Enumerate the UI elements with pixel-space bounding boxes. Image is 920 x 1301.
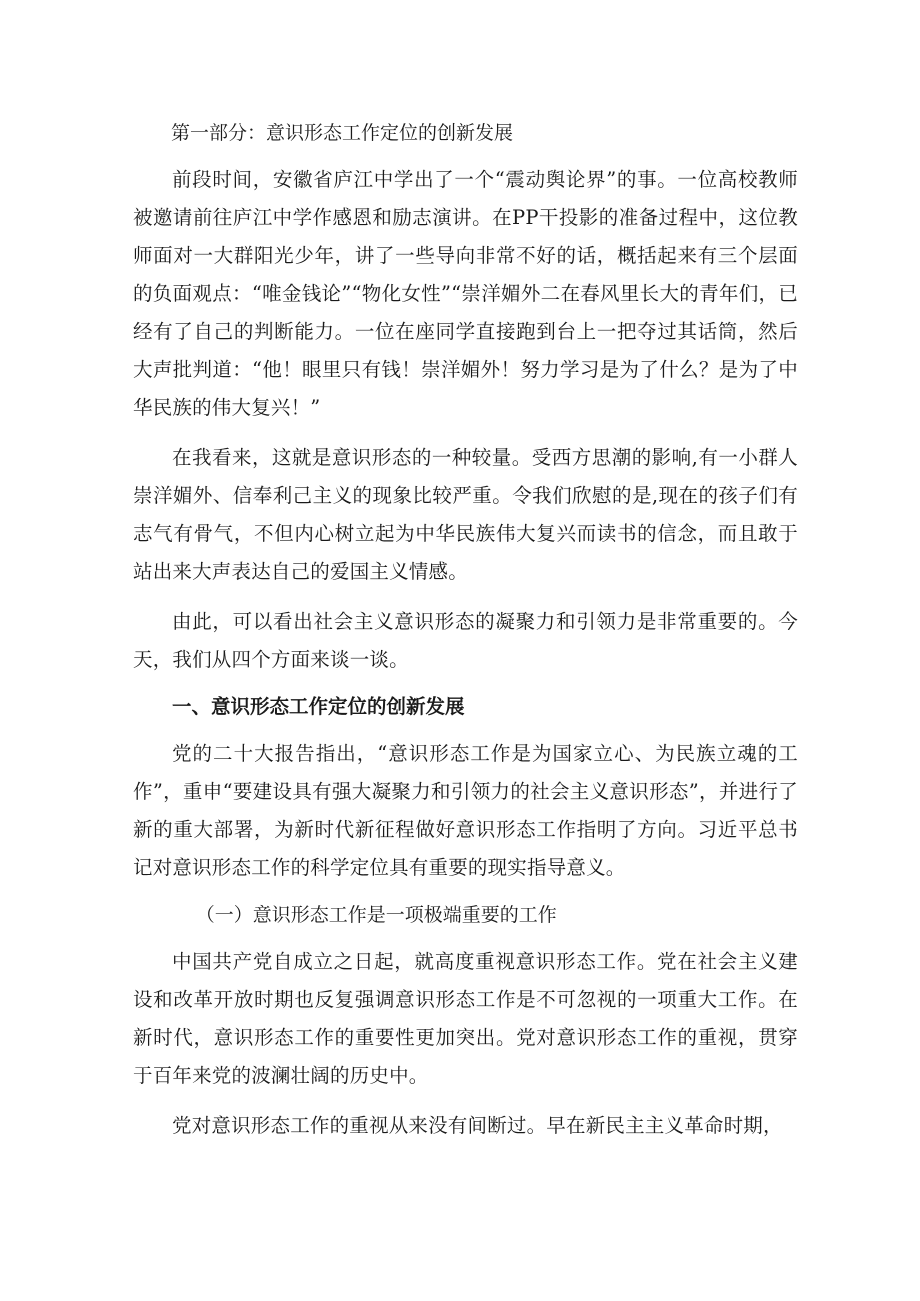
paragraph-subsection-2: 党对意识形态工作的重视从来没有间断过。早在新民主主义革命时期，	[172, 1114, 783, 1137]
part-title: 第一部分：意识形态工作定位的创新发展	[171, 122, 514, 144]
section-heading-1: 一、意识形态工作定位的创新发展	[172, 695, 465, 718]
paragraph-intro-2: 在我看来，这就是意识形态的一种较量。受西方思潮的影响,有一小群人崇洋媚外、信奉利己主义的现象比较严重。令我们欣慰的是,现在的孩子们有志气有骨气，不但内心树立起为中华民族伟大复兴而读书的信念，而且敢于站出来大声表达自己的爱国主义情感。	[133, 446, 798, 583]
paragraph-intro-1: 前段时间，安徽省庐江中学出了一个“震动舆论界”的事。一位高校教师被邀请前往庐江中学作感恩和励志演讲。在PP干投影的准备过程中，这位教师面对一大群阳光少年，讲了一些导向非常不好的话，概括起来有三个层面的负面观点：“唯金钱论”“物化女性”“崇洋媚外二在春风里长大的青年们，已经有了自己的判断能力。一位在座同学直接跑到台上一把夺过其话筒，然后大声批判道：“他！眼里只有钱！崇洋媚外！努力学习是为了什么？是为了中华民族的伟大复兴！”	[133, 168, 798, 419]
paragraph-subsection-1: 中国共产党自成立之日起，就高度重视意识形态工作。党在社会主义建设和改革开放时期也反复强调意识形态工作是不可忽视的一项重大工作。在新时代，意识形态工作的重要性更加突出。党对意识形态工作的重视，贯穿于百年来党的波澜壮阔的历史中。	[133, 950, 798, 1087]
paragraph-intro-3: 由此，可以看出社会主义意识形态的凝聚力和引领力是非常重要的。今天，我们从四个方面来谈一谈。	[133, 610, 798, 671]
subsection-heading-1: （一）意识形态工作是一项极端重要的工作	[195, 904, 557, 926]
document-body	[133, 114, 798, 1145]
paragraph-section-1: 党的二十大报告指出，“意识形态工作是为国家立心、为民族立魂的工作”，重申“要建设具有强大凝聚力和引领力的社会主义意识形态”，并进行了新的重大部署，为新时代新征程做好意识形态工作指明了方向。习近平总书记对意识形态工作的科学定位具有重要的现实指导意义。	[133, 742, 798, 879]
